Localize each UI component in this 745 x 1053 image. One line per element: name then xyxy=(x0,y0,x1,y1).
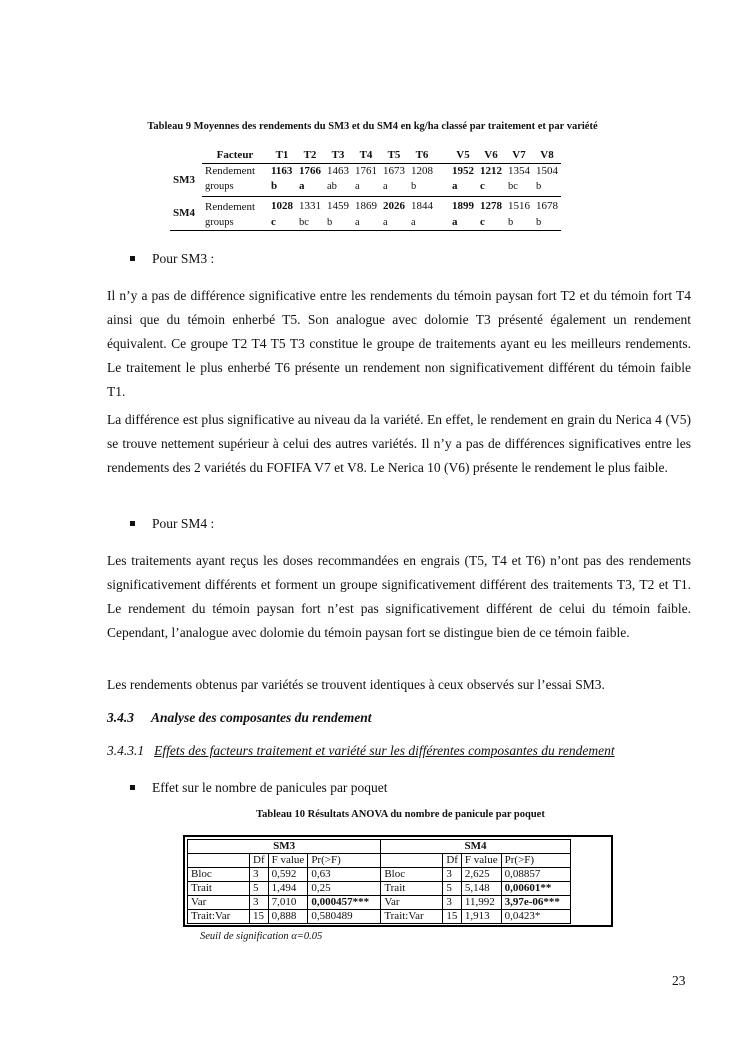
table9-row xyxy=(170,215,561,231)
table10-header: Pr(>F) xyxy=(308,854,381,868)
table10-header: F value xyxy=(268,854,308,868)
table9-cell: groups xyxy=(202,215,268,231)
bullet-sm4 xyxy=(130,516,214,532)
table9-cell: a xyxy=(408,215,436,231)
table9-cell: b xyxy=(324,215,352,231)
bullet-sm3-text: Pour SM3 : xyxy=(152,251,215,266)
table9-cell: b xyxy=(505,215,533,231)
table9-header: T2 xyxy=(296,148,324,164)
table10-header: F value xyxy=(461,854,501,868)
table10-cell: 3 xyxy=(250,896,269,910)
table10-header: Df xyxy=(250,854,269,868)
table10-cell: Var xyxy=(188,896,250,910)
table9-header: V7 xyxy=(505,148,533,164)
table10-cell: Bloc xyxy=(188,868,250,882)
table9-header: V8 xyxy=(533,148,561,164)
table9-cell: 1163 xyxy=(271,165,293,177)
table9-cell: 1678 xyxy=(536,199,558,212)
table9-cell: 1766 xyxy=(299,165,321,177)
table9-cell: 2026 xyxy=(383,199,405,212)
table10-title-row xyxy=(188,840,571,854)
table9-cell: 1028 xyxy=(271,199,293,212)
table10-cell: 0,25 xyxy=(308,882,381,896)
table9-cell: ab xyxy=(324,179,352,197)
table9-sm4-label: SM4 xyxy=(170,197,202,231)
table9-cell: a xyxy=(436,179,477,197)
table10-cell: 3,97e-06*** xyxy=(501,896,570,910)
table9-cell: c xyxy=(268,215,296,231)
table9-cell: 1331 xyxy=(299,199,321,212)
table9-header: T4 xyxy=(352,148,380,164)
table10-cell: Trait:Var xyxy=(381,910,443,924)
table10-header-row xyxy=(188,854,571,868)
table9-cell: a xyxy=(352,179,380,197)
heading-3-4-3-1 xyxy=(107,743,615,759)
table10-header: Df xyxy=(443,854,462,868)
table9-cell: 1673 xyxy=(383,165,405,177)
table9-header: V5 xyxy=(436,148,477,164)
table10-cell: 1,494 xyxy=(268,882,308,896)
table10-cell: 15 xyxy=(250,910,269,924)
heading-3-4-3-1-title: Effets des facteurs traitement et variété sur les différentes composantes du rendement xyxy=(154,743,615,758)
table9-cell: a xyxy=(296,179,324,197)
table10-cell: 7,010 xyxy=(268,896,308,910)
table9 xyxy=(170,148,561,231)
table9-cell: c xyxy=(477,179,505,197)
table9-cell: Rendement xyxy=(205,165,256,177)
table9-cell: b xyxy=(533,215,561,231)
table10-cell: 5 xyxy=(250,882,269,896)
table9-sm3-label: SM3 xyxy=(173,173,195,186)
table9-row xyxy=(170,164,561,180)
heading-3-4-3-title: Analyse des composantes du rendement xyxy=(151,710,372,725)
table10-cell: 0,592 xyxy=(268,868,308,882)
page-number: 23 xyxy=(672,973,686,988)
table10-cell: 5 xyxy=(443,882,462,896)
table9-header: T1 xyxy=(268,148,296,164)
table10-row xyxy=(188,868,571,882)
table9-cell: 1844 xyxy=(411,199,433,212)
table9-header-row xyxy=(170,148,561,164)
table9-cell: groups xyxy=(202,179,268,197)
table10-cell: 3 xyxy=(250,868,269,882)
table10-cell: 2,625 xyxy=(461,868,501,882)
table9-cell: b xyxy=(533,179,561,197)
bullet-panicules xyxy=(130,780,388,796)
table9-cell: a xyxy=(436,215,477,231)
table10-cell: 11,992 xyxy=(461,896,501,910)
table9-cell: 1354 xyxy=(508,165,530,177)
table10-header: Pr(>F) xyxy=(501,854,570,868)
table9-row xyxy=(170,179,561,197)
table9-cell: b xyxy=(268,179,296,197)
table10-row xyxy=(188,882,571,896)
table10-cell: 3 xyxy=(443,896,462,910)
table10-cell: Trait:Var xyxy=(188,910,250,924)
anova-table-frame xyxy=(183,835,613,927)
table9-cell: a xyxy=(380,215,408,231)
table9-cell: c xyxy=(477,215,505,231)
table9-header: Facteur xyxy=(202,148,268,164)
table9-cell: Rendement xyxy=(205,201,256,213)
table10-cell: 0,888 xyxy=(268,910,308,924)
bullet-square-icon xyxy=(130,256,135,261)
table10-cell: 3 xyxy=(443,868,462,882)
paragraph-sm3-treatments: Il n’y a pas de différence significative entre les rendements du témoin paysan fort T2 et du témoin fort T4 ainsi que du témoin enherbé T5. Son analogue avec dolomie T3 présenté également un rendement équivalent. Ce groupe T2 T4 T5 T3 constitue le groupe de traitements ayant eu les meilleurs rendements. Le traitement le plus enherbé T6 présente un rendement non significativement différent du témoin faible T1. xyxy=(107,288,691,399)
bullet-sm4-text: Pour SM4 : xyxy=(152,516,215,531)
table9-cell: 1952 xyxy=(452,165,474,177)
table9-cell: bc xyxy=(296,215,324,231)
table9-cell: b xyxy=(408,179,436,197)
table10-cell: 0,00601** xyxy=(501,882,570,896)
heading-3-4-3 xyxy=(107,710,372,726)
table9-cell: a xyxy=(352,215,380,231)
bullet-square-icon xyxy=(130,785,135,790)
table9-header: T6 xyxy=(408,148,436,164)
bullet-panicules-text: Effet sur le nombre de panicules par poquet xyxy=(152,780,388,795)
table9-caption: Tableau 9 Moyennes des rendements du SM3 et du SM4 en kg/ha classé par traitement et par variété xyxy=(147,121,598,132)
table10-row xyxy=(188,910,571,924)
table10-row xyxy=(188,896,571,910)
table10-cell: Trait xyxy=(188,882,250,896)
table9-cell: 1459 xyxy=(327,199,349,212)
table9-header: T5 xyxy=(380,148,408,164)
paragraph-sm3-varieties: La différence est plus significative au niveau da la variété. En effet, le rendement en grain du Nerica 4 (V5) se trouve nettement supérieur à celui des autres variétés. Il n’y a pas de différences significatives entre les rendements des 2 variétés du FOFIFA V7 et V8. Le Nerica 10 (V6) présente le rendement le plus faible. xyxy=(107,412,691,475)
table9-cell: 1463 xyxy=(327,165,349,177)
table10-caption: Tableau 10 Résultats ANOVA du nombre de panicule par poquet xyxy=(256,809,545,820)
table10-cell: 0,63 xyxy=(308,868,381,882)
table10-cell: Var xyxy=(381,896,443,910)
table9-cell: bc xyxy=(505,179,533,197)
table10-cell: 0,08857 xyxy=(501,868,570,882)
table9-cell: 1869 xyxy=(355,199,377,212)
table9-cell: 1208 xyxy=(411,165,433,177)
heading-3-4-3-number: 3.4.3 xyxy=(107,710,134,725)
table10 xyxy=(187,839,571,924)
table10-cell: Trait xyxy=(381,882,443,896)
table10-cell: 5,148 xyxy=(461,882,501,896)
table10-cell: 0,0423* xyxy=(501,910,570,924)
table10-cell: 0,000457*** xyxy=(308,896,381,910)
significance-footnote: Seuil de signification α=0.05 xyxy=(200,931,323,942)
table10-cell: 15 xyxy=(443,910,462,924)
table9-cell: a xyxy=(380,179,408,197)
table10-cell: 0,580489 xyxy=(308,910,381,924)
heading-3-4-3-1-number: 3.4.3.1 xyxy=(107,743,145,758)
bullet-sm3 xyxy=(130,251,214,267)
table9-row xyxy=(170,197,561,216)
table9-cell: 1504 xyxy=(536,165,558,177)
table9-cell: 1761 xyxy=(355,165,377,177)
table9-header: V6 xyxy=(477,148,505,164)
table9-cell: 1278 xyxy=(480,199,502,212)
table10-cell: 1,913 xyxy=(461,910,501,924)
table10-cell: Bloc xyxy=(381,868,443,882)
table10-sm4-title: SM4 xyxy=(381,840,570,854)
table10-sm3-title: SM3 xyxy=(188,840,381,854)
table9-cell: 1899 xyxy=(452,199,474,212)
table9-header: T3 xyxy=(324,148,352,164)
table9-cell: 1516 xyxy=(508,199,530,212)
paragraph-sm4-treatments: Les traitements ayant reçus les doses recommandées en engrais (T5, T4 et T6) n’ont pas des rendements significativement différents et forment un groupe significativement différent des traitements T3, T2 et T1. Le rendement du témoin paysan fort n’est pas significativement différent de celui du témoin faible. Cependant, l’analogue avec dolomie du témoin paysan fort se distingue bien de ce témoin faible. xyxy=(107,553,691,640)
paragraph-sm4-varieties: Les rendements obtenus par variétés se trouvent identiques à ceux observés sur l’essai SM3. xyxy=(107,677,605,692)
table9-cell: 1212 xyxy=(480,165,502,177)
bullet-square-icon xyxy=(130,521,135,526)
